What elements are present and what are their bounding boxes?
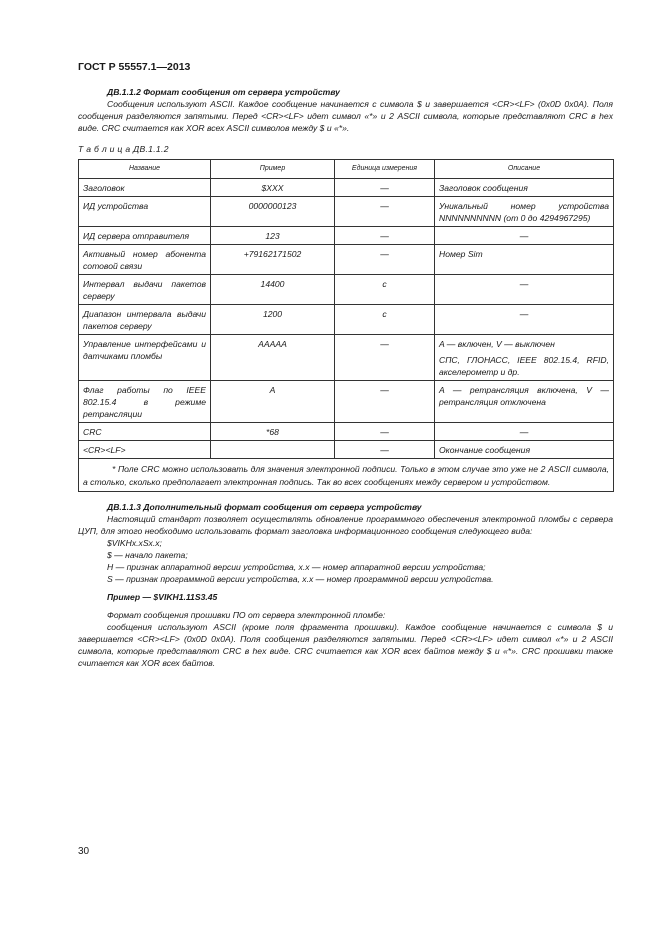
- table-row: [79, 275, 614, 305]
- cell-example: A: [211, 381, 335, 423]
- cell-name: ИД сервера отправителя: [79, 227, 211, 245]
- cell-description: —: [435, 423, 614, 441]
- cell-example: 123: [211, 227, 335, 245]
- section-paragraph: Настоящий стандарт позволяет осуществлять обновление программного обеспечения электронной пломбы с сервера ЦУП, для этого необходимо использовать формат заголовка информационного сообщения следующего вида:: [78, 514, 613, 536]
- section-paragraph: Сообщения используют ASCII. Каждое сообщение начинается с символа $ и завершается <CR><LF> (0x0D 0x0A). Поля сообщения разделяются запятыми. Перед <CR><LF> идет символ «*» и 2 ASCII символа, которые представляют CRC в hex виде. CRC считается как XOR всех ASCII символов между $ и «*».: [78, 99, 613, 133]
- section-title: ДВ.1.1.2 Формат сообщения от сервера устройству: [107, 87, 340, 97]
- cell-name: CRC: [79, 423, 211, 441]
- cell-name: Управление интерфейсами и датчиками пломбы: [79, 335, 211, 381]
- column-header: Пример: [211, 160, 335, 179]
- table-row: [79, 381, 614, 423]
- page-content: [78, 86, 613, 669]
- cell-description: Окончание сообщения: [435, 441, 614, 459]
- format-line: S — признак программной версии устройства, x.x — номер программной версии устройства.: [107, 574, 494, 584]
- cell-name: Активный номер абонента сотовой связи: [79, 245, 211, 275]
- table-note: * Поле CRC можно использовать для значения электронной подписи. Только в этом случае это уже не 2 ASCII символа, а столько, сколько предполагает электронная подпись. Так во всех сообщениях между сервером и устройством.: [79, 459, 614, 492]
- cell-example: 0000000123: [211, 197, 335, 227]
- cell-name: Флаг работы по IEEE 802.15.4 в режиме ретрансляции: [79, 381, 211, 423]
- cell-example: 14400: [211, 275, 335, 305]
- cell-example: $XXX: [211, 179, 335, 197]
- cell-name: Интервал выдачи пакетов серверу: [79, 275, 211, 305]
- table-row: [79, 335, 614, 381]
- column-header: Описание: [435, 160, 614, 179]
- cell-unit: —: [335, 381, 435, 423]
- table-row: [79, 227, 614, 245]
- cell-unit: с: [335, 305, 435, 335]
- document-code: ГОСТ Р 55557.1—2013: [78, 61, 191, 73]
- data-table: [78, 159, 614, 492]
- cell-name: Заголовок: [79, 179, 211, 197]
- table-row: [79, 197, 614, 227]
- cell-description: Уникальный номер устройства NNNNNNNNNN (от 0 до 4294967295): [435, 197, 614, 227]
- cell-name: Диапазон интервала выдачи пакетов серверу: [79, 305, 211, 335]
- example-title: Пример — $VIKH1.11S3.45: [107, 592, 218, 602]
- table-caption: Т а б л и ц а ДВ.1.1.2: [78, 144, 169, 154]
- cell-description: A — ретрансляция включена, V — ретрансляция отключена: [435, 381, 614, 423]
- cell-unit: —: [335, 441, 435, 459]
- cell-name: ИД устройства: [79, 197, 211, 227]
- cell-unit: —: [335, 227, 435, 245]
- table-row: [79, 305, 614, 335]
- cell-description: —: [435, 275, 614, 305]
- column-header: Название: [79, 160, 211, 179]
- cell-example: AAAAA: [211, 335, 335, 381]
- cell-description: Номер Sim: [435, 245, 614, 275]
- format-line: $VIKHx.xSx.x;: [107, 538, 162, 548]
- cell-unit: —: [335, 179, 435, 197]
- table-row: [79, 179, 614, 197]
- table-header-row: [79, 160, 614, 179]
- cell-description: —: [435, 305, 614, 335]
- example-paragraph: сообщения используют ASCII (кроме поля фрагмента прошивки). Каждое сообщение начинается с символа $ и завершается <CR><LF> (0x0D 0x0A). Поля сообщения разделяются запятыми. Перед <CR><LF> идет символ «*» и 2 ASCII символа, которые представляют CRC в hex виде. CRC считается как XOR всех байтов между $ и «*». CRC прошивки также считается как XOR всех байтов.: [78, 622, 613, 668]
- cell-example: [211, 441, 335, 459]
- example-line: Формат сообщения прошивки ПО от сервера электронной пломбе:: [107, 610, 386, 620]
- cell-example: *68: [211, 423, 335, 441]
- format-line: $ — начало пакета;: [107, 550, 188, 560]
- cell-description: [435, 335, 614, 381]
- cell-name: <CR><LF>: [79, 441, 211, 459]
- cell-example: +79162171502: [211, 245, 335, 275]
- description-line: СПС, ГЛОНАСС, IEEE 802.15.4, RFID, акселерометр и др.: [439, 355, 609, 377]
- cell-unit: —: [335, 245, 435, 275]
- cell-unit: с: [335, 275, 435, 305]
- table-row: [79, 245, 614, 275]
- cell-unit: —: [335, 423, 435, 441]
- description-line: A — включен, V — выключен: [439, 339, 555, 349]
- section-title: ДВ.1.1.3 Дополнительный формат сообщения от сервера устройству: [107, 502, 422, 512]
- column-header: Единица измерения: [335, 160, 435, 179]
- cell-unit: —: [335, 335, 435, 381]
- cell-unit: —: [335, 197, 435, 227]
- page-number: 30: [78, 846, 90, 857]
- table-note-row: [79, 459, 614, 492]
- cell-example: 1200: [211, 305, 335, 335]
- format-line: H — признак аппаратной версии устройства, x.x — номер аппаратной версии устройства;: [107, 562, 486, 572]
- table-row: [79, 423, 614, 441]
- cell-description: Заголовок сообщения: [435, 179, 614, 197]
- table-row: [79, 441, 614, 459]
- cell-description: —: [435, 227, 614, 245]
